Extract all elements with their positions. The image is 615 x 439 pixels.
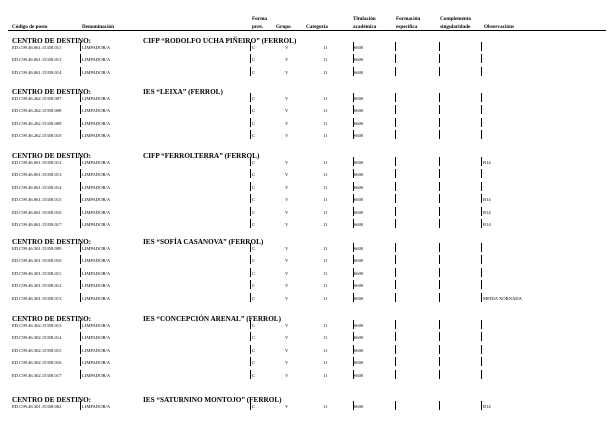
cell-observaciones: B14	[483, 160, 491, 165]
cell-grupo: V	[285, 283, 289, 289]
cell-categoria: 11	[323, 295, 328, 301]
cell-denominacion: LIMPADOR/A	[82, 133, 111, 139]
cell-forma: C	[252, 258, 256, 264]
cell-titulacion: 6600	[354, 360, 364, 366]
cell-code: ED.C99.46.301.15358.013	[12, 295, 62, 301]
column-divider	[439, 182, 440, 191]
column-divider	[250, 255, 251, 264]
column-divider	[395, 130, 396, 139]
cell-forma: C	[252, 133, 256, 139]
cell-grupo: V	[285, 246, 289, 251]
cell-titulacion: 6600	[354, 258, 364, 264]
cell-categoria: 11	[323, 108, 328, 114]
cell-observaciones: MEDIA XORNADA	[483, 295, 522, 301]
cell-forma: C	[252, 295, 256, 301]
column-divider	[481, 169, 482, 178]
cell-denominacion: LIMPADOR/A	[82, 69, 111, 75]
cell-forma: C	[252, 347, 256, 353]
cell-denominacion: LIMPADOR/A	[82, 120, 111, 126]
column-divider	[481, 280, 482, 289]
column-divider	[80, 243, 81, 252]
cell-grupo: V	[285, 184, 289, 190]
column-divider	[395, 194, 396, 203]
column-divider	[481, 401, 482, 410]
column-divider	[439, 357, 440, 366]
cell-denominacion: LIMPADOR/A	[82, 270, 111, 276]
cell-denominacion: LIMPADOR/A	[82, 209, 111, 215]
column-divider	[481, 93, 482, 102]
cell-categoria: 11	[323, 283, 328, 289]
column-divider	[395, 401, 396, 410]
cell-titulacion: 6600	[354, 295, 364, 301]
section-center-name: IES “LEIXA” (FERROL)	[143, 88, 223, 96]
column-divider	[439, 169, 440, 178]
column-divider	[395, 157, 396, 166]
column-divider	[395, 54, 396, 63]
column-divider	[481, 67, 482, 76]
column-divider	[250, 401, 251, 410]
cell-grupo: V	[285, 133, 289, 139]
cell-denominacion: LIMPADOR/A	[82, 295, 111, 301]
cell-forma: C	[252, 270, 256, 276]
header-rule	[8, 30, 606, 31]
cell-forma: C	[252, 160, 256, 165]
cell-forma: C	[252, 209, 256, 215]
column-divider	[439, 54, 440, 63]
column-divider	[395, 268, 396, 277]
column-divider	[395, 219, 396, 228]
header-grupo: Grupo	[276, 24, 291, 30]
cell-denominacion: LIMPADOR/A	[82, 184, 111, 190]
cell-code: ED.C99.46.301.15358.010	[12, 258, 62, 264]
column-divider	[250, 105, 251, 114]
cell-code: ED.C99.46.301.15358.011	[12, 270, 62, 276]
cell-observaciones: B14	[483, 404, 491, 409]
column-divider	[395, 357, 396, 366]
cell-code: ED.C99.46.302.15358.013	[12, 323, 62, 328]
cell-forma: C	[252, 197, 256, 203]
cell-forma: C	[252, 360, 256, 366]
column-divider	[250, 67, 251, 76]
column-divider	[439, 105, 440, 114]
column-divider	[80, 345, 81, 354]
section-label: CENTRO DE DESTINO:	[12, 37, 92, 45]
column-divider	[481, 182, 482, 191]
column-divider	[250, 293, 251, 302]
cell-code: ED.C99.46.262.15358.007	[12, 96, 62, 101]
cell-code: ED.C99.46.302.15358.015	[12, 347, 62, 353]
cell-grupo: V	[285, 258, 289, 264]
column-divider	[250, 54, 251, 63]
cell-code: ED.C99.46.302.15358.014	[12, 335, 62, 341]
column-divider	[439, 280, 440, 289]
cell-denominacion: LIMPADOR/A	[82, 335, 111, 341]
cell-denominacion: LIMPADOR/A	[82, 283, 111, 289]
cell-titulacion: 6600	[354, 160, 364, 165]
cell-forma: C	[252, 222, 256, 227]
cell-denominacion: LIMPADOR/A	[82, 404, 111, 409]
column-divider	[439, 243, 440, 252]
column-divider	[395, 370, 396, 379]
cell-forma: C	[252, 184, 256, 190]
column-divider	[481, 255, 482, 264]
header-complemento-2: singularidade	[440, 24, 471, 30]
column-divider	[80, 42, 81, 51]
column-divider	[439, 268, 440, 277]
cell-titulacion: 6600	[354, 45, 364, 50]
cell-categoria: 11	[323, 222, 328, 227]
cell-forma: C	[252, 120, 256, 126]
column-divider	[80, 207, 81, 216]
column-divider	[439, 130, 440, 139]
cell-titulacion: 6600	[354, 222, 364, 227]
section-center-name: IES “SATURNINO MONTOJO” (FERROL)	[143, 396, 282, 404]
header-formacion-1: Formación	[396, 16, 421, 22]
cell-code: ED.C99.46.061.15358.015	[12, 197, 62, 203]
cell-grupo: V	[285, 120, 289, 126]
cell-code: ED.C99.46.301.15358.002	[12, 404, 62, 409]
column-divider	[395, 345, 396, 354]
section-label: CENTRO DE DESTINO:	[12, 88, 92, 96]
cell-grupo: V	[285, 197, 289, 203]
header-forma-2: prov.	[252, 24, 264, 30]
cell-categoria: 11	[323, 347, 328, 353]
cell-denominacion: LIMPADOR/A	[82, 197, 111, 203]
cell-forma: C	[252, 372, 256, 378]
cell-grupo: V	[285, 347, 289, 353]
cell-grupo: V	[285, 404, 289, 409]
column-divider	[481, 219, 482, 228]
cell-titulacion: 6600	[354, 209, 364, 215]
cell-denominacion: LIMPADOR/A	[82, 360, 111, 366]
cell-titulacion: 6600	[354, 372, 364, 378]
column-divider	[395, 105, 396, 114]
column-divider	[439, 67, 440, 76]
cell-denominacion: LIMPADOR/A	[82, 45, 111, 50]
column-divider	[439, 293, 440, 302]
column-divider	[250, 345, 251, 354]
cell-forma: C	[252, 108, 256, 114]
cell-grupo: V	[285, 45, 289, 50]
column-divider	[395, 280, 396, 289]
column-divider	[395, 169, 396, 178]
cell-grupo: V	[285, 57, 289, 63]
column-divider	[481, 293, 482, 302]
header-titulacion-1: Titulación	[353, 16, 376, 22]
cell-categoria: 11	[323, 69, 328, 75]
column-divider	[80, 118, 81, 127]
column-divider	[80, 130, 81, 139]
column-divider	[481, 345, 482, 354]
header-observaciones: Observacións	[484, 24, 514, 30]
column-divider	[250, 42, 251, 51]
column-divider	[80, 54, 81, 63]
column-divider	[250, 207, 251, 216]
column-divider	[439, 345, 440, 354]
cell-titulacion: 6600	[354, 283, 364, 289]
column-divider	[80, 280, 81, 289]
cell-denominacion: LIMPADOR/A	[82, 222, 111, 227]
column-divider	[395, 42, 396, 51]
cell-denominacion: LIMPADOR/A	[82, 258, 111, 264]
section-label: CENTRO DE DESTINO:	[12, 238, 92, 246]
cell-categoria: 11	[323, 246, 328, 251]
column-divider	[395, 67, 396, 76]
column-divider	[250, 243, 251, 252]
cell-forma: C	[252, 283, 256, 289]
column-divider	[439, 93, 440, 102]
cell-forma: C	[252, 69, 256, 75]
cell-categoria: 11	[323, 270, 328, 276]
column-divider	[395, 243, 396, 252]
cell-denominacion: LIMPADOR/A	[82, 160, 111, 165]
cell-code: ED.C99.46.061.15358.017	[12, 222, 62, 227]
cell-titulacion: 6600	[354, 335, 364, 341]
column-divider	[250, 370, 251, 379]
cell-titulacion: 6600	[354, 108, 364, 114]
column-divider	[80, 182, 81, 191]
column-divider	[250, 182, 251, 191]
cell-grupo: V	[285, 172, 289, 178]
column-divider	[395, 255, 396, 264]
column-divider	[250, 332, 251, 341]
column-divider	[80, 105, 81, 114]
cell-denominacion: LIMPADOR/A	[82, 246, 111, 251]
cell-titulacion: 6600	[354, 197, 364, 203]
cell-titulacion: 6600	[354, 133, 364, 139]
cell-grupo: V	[285, 96, 289, 101]
cell-grupo: V	[285, 295, 289, 301]
column-divider	[481, 194, 482, 203]
cell-code: ED.C99.46.061.15358.014	[12, 184, 62, 190]
header-codigo: Código de posto	[12, 24, 48, 30]
column-divider	[80, 157, 81, 166]
cell-grupo: V	[285, 222, 289, 227]
cell-observaciones: B14	[483, 209, 491, 215]
cell-categoria: 11	[323, 120, 328, 126]
cell-forma: C	[252, 96, 256, 101]
column-divider	[80, 332, 81, 341]
cell-observaciones: B14	[483, 222, 491, 227]
column-divider	[250, 118, 251, 127]
cell-code: ED.C99.46.061.15358.013	[12, 57, 62, 63]
column-divider	[481, 320, 482, 329]
column-divider	[481, 357, 482, 366]
cell-titulacion: 6600	[354, 323, 364, 328]
column-divider	[439, 401, 440, 410]
column-divider	[250, 130, 251, 139]
cell-categoria: 11	[323, 160, 328, 165]
cell-code: ED.C99.46.061.15358.014	[12, 69, 62, 75]
cell-categoria: 11	[323, 360, 328, 366]
column-divider	[250, 320, 251, 329]
cell-denominacion: LIMPADOR/A	[82, 323, 111, 328]
cell-grupo: V	[285, 360, 289, 366]
column-divider	[481, 130, 482, 139]
column-divider	[439, 157, 440, 166]
section-center-name: CIFP “RODOLFO UCHA PIÑEIRO” (FERROL)	[143, 37, 297, 45]
cell-forma: C	[252, 335, 256, 341]
cell-forma: C	[252, 246, 256, 251]
column-divider	[439, 255, 440, 264]
cell-categoria: 11	[323, 197, 328, 203]
cell-code: ED.C99.46.061.15358.016	[12, 209, 62, 215]
cell-grupo: V	[285, 372, 289, 378]
column-divider	[80, 293, 81, 302]
column-divider	[395, 182, 396, 191]
cell-forma: C	[252, 323, 256, 328]
cell-categoria: 11	[323, 184, 328, 190]
column-divider	[439, 118, 440, 127]
column-divider	[80, 320, 81, 329]
column-divider	[481, 332, 482, 341]
cell-titulacion: 6600	[354, 172, 364, 178]
column-divider	[80, 370, 81, 379]
cell-categoria: 11	[323, 172, 328, 178]
column-divider	[250, 219, 251, 228]
cell-code: ED.C99.46.301.15358.012	[12, 283, 62, 289]
cell-code: ED.C99.46.302.15358.017	[12, 372, 62, 378]
cell-denominacion: LIMPADOR/A	[82, 108, 111, 114]
cell-titulacion: 6600	[354, 404, 364, 409]
column-divider	[250, 157, 251, 166]
column-divider	[481, 157, 482, 166]
cell-code: ED.C99.46.301.15358.009	[12, 246, 62, 251]
cell-code: ED.C99.46.302.15358.016	[12, 360, 62, 366]
column-divider	[439, 194, 440, 203]
column-divider	[481, 207, 482, 216]
cell-grupo: V	[285, 69, 289, 75]
cell-titulacion: 6600	[354, 57, 364, 63]
column-divider	[481, 54, 482, 63]
cell-grupo: V	[285, 323, 289, 328]
cell-categoria: 11	[323, 258, 328, 264]
cell-denominacion: LIMPADOR/A	[82, 372, 111, 378]
cell-grupo: V	[285, 108, 289, 114]
cell-categoria: 11	[323, 323, 328, 328]
cell-code: ED.C99.46.061.15358.011	[12, 45, 62, 50]
cell-code: ED.C99.46.262.15358.010	[12, 133, 62, 139]
cell-grupo: V	[285, 160, 289, 165]
column-divider	[395, 118, 396, 127]
cell-categoria: 11	[323, 404, 328, 409]
column-divider	[395, 320, 396, 329]
column-divider	[439, 219, 440, 228]
cell-categoria: 11	[323, 133, 328, 139]
column-divider	[80, 219, 81, 228]
cell-forma: C	[252, 172, 256, 178]
column-divider	[250, 268, 251, 277]
cell-titulacion: 6600	[354, 96, 364, 101]
column-divider	[80, 93, 81, 102]
cell-titulacion: 6600	[354, 69, 364, 75]
cell-titulacion: 6600	[354, 347, 364, 353]
header-forma-1: Forma	[252, 16, 267, 22]
cell-code: ED.C99.46.262.15358.009	[12, 120, 62, 126]
column-divider	[439, 320, 440, 329]
cell-code: ED.C99.46.262.15358.008	[12, 108, 62, 114]
column-divider	[250, 357, 251, 366]
column-divider	[439, 42, 440, 51]
section-label: CENTRO DE DESTINO:	[12, 315, 92, 323]
column-divider	[250, 280, 251, 289]
column-divider	[80, 357, 81, 366]
column-divider	[250, 169, 251, 178]
header-complemento-1: Complemento	[440, 16, 472, 22]
cell-categoria: 11	[323, 57, 328, 63]
column-divider	[395, 93, 396, 102]
cell-denominacion: LIMPADOR/A	[82, 172, 111, 178]
cell-denominacion: LIMPADOR/A	[82, 57, 111, 63]
column-divider	[250, 194, 251, 203]
cell-grupo: V	[285, 270, 289, 276]
column-divider	[395, 332, 396, 341]
cell-forma: C	[252, 57, 256, 63]
cell-grupo: V	[285, 209, 289, 215]
cell-denominacion: LIMPADOR/A	[82, 347, 111, 353]
column-divider	[80, 67, 81, 76]
column-divider	[481, 243, 482, 252]
column-divider	[481, 268, 482, 277]
column-divider	[481, 118, 482, 127]
column-divider	[481, 42, 482, 51]
cell-titulacion: 6600	[354, 270, 364, 276]
column-divider	[80, 255, 81, 264]
column-divider	[80, 169, 81, 178]
cell-forma: C	[252, 45, 256, 50]
section-label: CENTRO DE DESTINO:	[12, 396, 92, 404]
cell-categoria: 11	[323, 335, 328, 341]
column-divider	[80, 401, 81, 410]
header-categoria: Categoría	[306, 24, 328, 30]
column-divider	[481, 370, 482, 379]
header-titulacion-2: académica	[353, 24, 377, 30]
column-divider	[439, 370, 440, 379]
column-divider	[80, 268, 81, 277]
column-divider	[80, 194, 81, 203]
cell-categoria: 11	[323, 96, 328, 101]
cell-code: ED.C99.46.061.15358.013	[12, 172, 62, 178]
cell-titulacion: 6600	[354, 120, 364, 126]
cell-denominacion: LIMPADOR/A	[82, 96, 111, 101]
column-divider	[481, 105, 482, 114]
column-divider	[395, 293, 396, 302]
cell-categoria: 11	[323, 209, 328, 215]
column-divider	[250, 93, 251, 102]
header-denominacion: Denominación	[82, 24, 114, 30]
cell-forma: C	[252, 404, 256, 409]
cell-grupo: V	[285, 335, 289, 341]
column-divider	[395, 207, 396, 216]
cell-observaciones: B14	[483, 197, 491, 203]
cell-titulacion: 6600	[354, 184, 364, 190]
column-divider	[439, 207, 440, 216]
section-label: CENTRO DE DESTINO:	[12, 152, 92, 160]
section-center-name: IES “CONCEPCIÓN ARENAL” (FERROL)	[143, 315, 281, 323]
column-divider	[439, 332, 440, 341]
cell-categoria: 11	[323, 372, 328, 378]
cell-categoria: 11	[323, 45, 328, 50]
cell-code: ED.C99.46.061.15358.012	[12, 160, 62, 165]
section-center-name: IES “SOFÍA CASANOVA” (FERROL)	[143, 238, 264, 246]
header-formacion-2: específica	[396, 24, 418, 30]
section-center-name: CIFP “FERROLTERRA” (FERROL)	[143, 152, 260, 160]
cell-titulacion: 6600	[354, 246, 364, 251]
